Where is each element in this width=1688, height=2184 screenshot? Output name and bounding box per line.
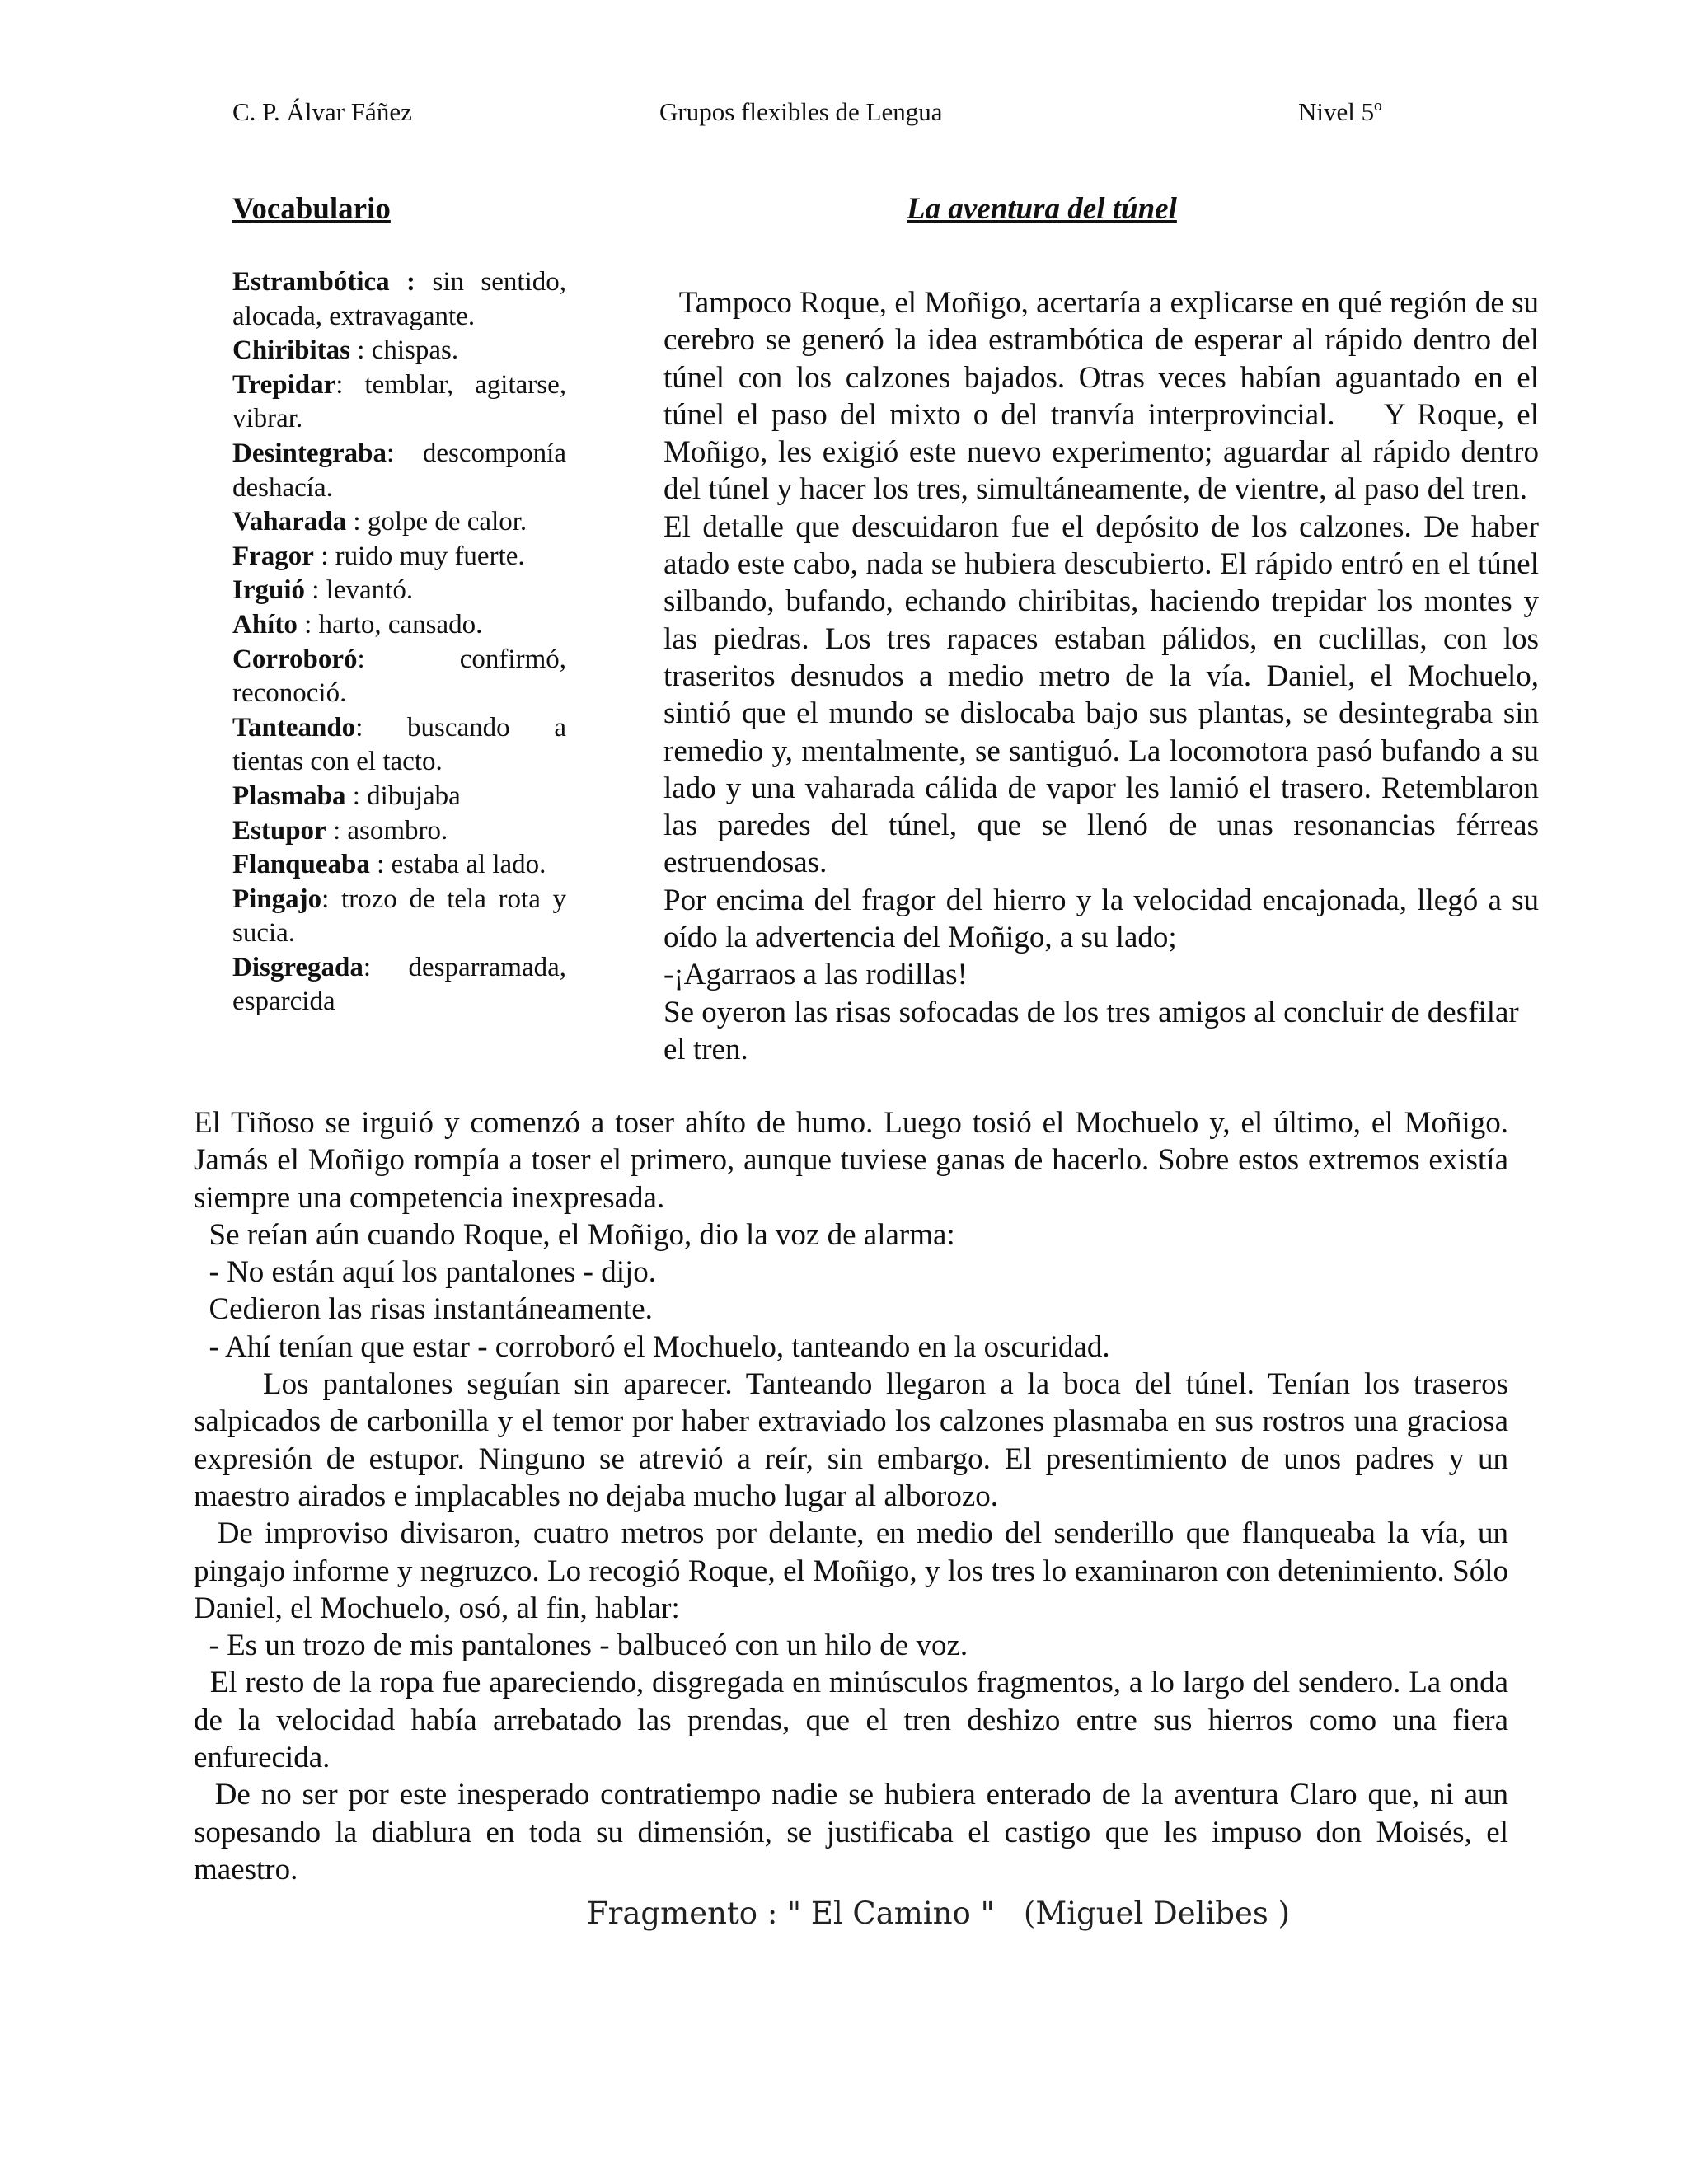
story-paragraph: Tampoco Roque, el Moñigo, acertaría a explicarse en qué región de su cerebro se generó la idea estrambótica de esperar al rápido dentro del túnel con los calzones bajados. Otras veces habían aguantado en el túnel el paso del mixto o del tranvía interprovincial. Y Roque, el Moñigo, les exigió este nuevo experimento; aguardar al rápido dentro del túnel y hacer los tres, simultáneamente, de vientre, al paso del tren. bbox=[663, 286, 1547, 507]
story-paragraph: De no ser por este inesperado contratiempo nadie se hubiera enterado de la aventura Claro que, ni aun sopesando la diablura en toda su dimensión, se justificaba el castigo que les impuso don Moisés, el maestro. bbox=[194, 1778, 1517, 1886]
vocab-entry bbox=[232, 848, 566, 883]
story-dialogue: -¡Agarraos a las rodillas! bbox=[663, 958, 968, 992]
story-paragraph: Se oyeron las risas sofocadas de los tres amigos al concluir de desfilar el tren. bbox=[663, 995, 1519, 1066]
story-right-column bbox=[663, 284, 1547, 1068]
header-school: C. P. Álvar Fáñez bbox=[232, 97, 412, 126]
vocab-term: Vaharada bbox=[232, 507, 347, 537]
vocab-entry bbox=[232, 643, 566, 711]
vocab-definition: : chispas. bbox=[350, 335, 459, 366]
story-paragraph: Por encima del fragor del hierro y la velocidad encajonada, llegó a su oído la advertencia del Moñigo, a su lado; bbox=[663, 883, 1539, 955]
vocab-term: Chiribitas bbox=[232, 335, 351, 366]
vocab-term: Flanqueaba bbox=[232, 850, 370, 880]
vocab-definition: : asombro. bbox=[326, 815, 448, 846]
story-paragraph: El detalle que descuidaron fue el depósito de los calzones. De haber atado este cabo, nada se hubiera descubierto. El rápido entró en el túnel silbando, bufando, echando chiribitas, haciendo trepidar los montes y las piedras. Los tres rapaces estaban pálidos, en cuclillas, con los traseritos desnudos a medio metro de la vía. Daniel, el Mochuelo, sintió que el mundo se dislocaba bajo sus plantas, se desintegraba sin remedio y, mentalmente, se santiguó. La locomotora pasó bufando a su lado y una vaharada cálida de vapor les lamió el trasero. Retemblaron las paredes del túnel, que se llenó de unas resonancias férreas estruendosas. bbox=[663, 509, 1539, 880]
vocab-term: Estupor bbox=[232, 815, 326, 846]
vocab-definition: : estaba al lado. bbox=[369, 850, 546, 880]
vocab-definition: : levantó. bbox=[305, 575, 414, 606]
vocab-entry bbox=[232, 814, 566, 849]
vocab-definition: sin sentido, alocada, extravagante. bbox=[232, 267, 566, 331]
vocab-term: Estrambótica : bbox=[232, 267, 416, 297]
vocab-entry bbox=[232, 540, 566, 574]
vocab-definition: : ruido muy fuerte. bbox=[313, 541, 525, 571]
vocab-definition: : harto, cansado. bbox=[297, 609, 483, 640]
story-paragraph: Se reían aún cuando Roque, el Moñigo, dio la voz de alarma: bbox=[194, 1217, 955, 1252]
vocab-entry bbox=[232, 505, 566, 540]
vocab-term: Irguió bbox=[232, 575, 306, 606]
vocab-definition: : dibujaba bbox=[345, 780, 461, 811]
vocab-entry bbox=[232, 883, 566, 951]
vocab-entry bbox=[232, 711, 566, 780]
vocab-definition: : temblar, agitarse, vibrar. bbox=[232, 369, 566, 434]
header-level: Nivel 5º bbox=[1298, 97, 1382, 126]
story-title: La aventura del túnel bbox=[907, 192, 1177, 226]
vocab-entry bbox=[232, 574, 566, 608]
vocab-term: Tanteando bbox=[232, 712, 356, 743]
vocab-entry bbox=[232, 368, 566, 437]
header-subject: Grupos flexibles de Lengua bbox=[659, 97, 943, 126]
story-paragraph: Los pantalones seguían sin aparecer. Tanteando llegaron a la boca del túnel. Tenían los traseros salpicados de carbonilla y el temor por haber extraviado los calzones plasmaba en sus rostros una graciosa expresión de estupor. Ninguno se atrevió a reír, sin embargo. El presentimiento de unos padres y un maestro airados e implacables no dejaba mucho lugar al alborozo. bbox=[194, 1367, 1517, 1513]
story-dialogue: - No están aquí los pantalones - dijo. bbox=[194, 1255, 657, 1290]
vocab-definition: : trozo de tela rota y sucia. bbox=[232, 883, 566, 949]
vocab-term: Disgregada bbox=[232, 952, 363, 982]
vocab-definition: : golpe de calor. bbox=[346, 507, 528, 537]
vocab-definition: : desparramada, esparcida bbox=[232, 952, 566, 1017]
vocab-term: Plasmaba bbox=[232, 780, 346, 811]
vocab-term: Ahíto bbox=[232, 609, 298, 640]
story-paragraph: De improviso divisaron, cuatro metros por delante, en medio del senderillo que flanqueaba la vía, un pingajo informe y negruzco. Lo recogió Roque, el Moñigo, y los tres lo examinaron con detenimiento. Sólo Daniel, el Mochuelo, osó, al fin, hablar: bbox=[194, 1516, 1517, 1625]
vocab-term: Fragor bbox=[232, 541, 314, 571]
vocab-entry bbox=[232, 608, 566, 643]
story-paragraph: El Tiñoso se irguió y comenzó a toser ahíto de humo. Luego tosió el Mochuelo y, el último, el Moñigo. Jamás el Moñigo rompía a toser el primero, aunque tuviese ganas de hacerlo. Sobre estos extremos existía siempre una competencia inexpresada. bbox=[194, 1106, 1508, 1215]
vocabulary-title: Vocabulario bbox=[232, 192, 391, 226]
vocab-entry bbox=[232, 780, 566, 814]
vocab-definition: : descomponía deshacía. bbox=[232, 438, 566, 503]
story-paragraph: Cedieron las risas instantáneamente. bbox=[194, 1292, 653, 1327]
vocab-term: Pingajo bbox=[232, 883, 322, 914]
vocab-definition: : buscando a tientas con el tacto. bbox=[232, 712, 566, 777]
source-citation: Fragmento : " El Camino " (Miguel Delibes ) bbox=[587, 1896, 1291, 1931]
vocab-entry bbox=[232, 334, 566, 368]
story-paragraph: El resto de la ropa fue apareciendo, disgregada en minúsculos fragmentos, a lo largo del sendero. La onda de la velocidad había arrebatado las prendas, que el tren deshizo entre sus hierros como una fiera enfurecida. bbox=[194, 1666, 1517, 1775]
story-dialogue: - Es un trozo de mis pantalones - balbuceó con un hilo de voz. bbox=[194, 1629, 968, 1663]
vocab-entry bbox=[232, 437, 566, 505]
vocabulary-list bbox=[232, 265, 566, 1019]
vocab-term: Desintegraba bbox=[232, 438, 387, 468]
vocab-definition: : confirmó, reconoció. bbox=[232, 644, 566, 709]
story-dialogue: - Ahí tenían que estar - corroboró el Mochuelo, tanteando en la oscuridad. bbox=[194, 1329, 1110, 1364]
vocab-entry bbox=[232, 951, 566, 1019]
vocab-entry bbox=[232, 265, 566, 334]
vocab-term: Trepidar bbox=[232, 369, 336, 400]
vocab-term: Corroboró bbox=[232, 644, 358, 674]
story-bottom-section bbox=[194, 1104, 1517, 1888]
